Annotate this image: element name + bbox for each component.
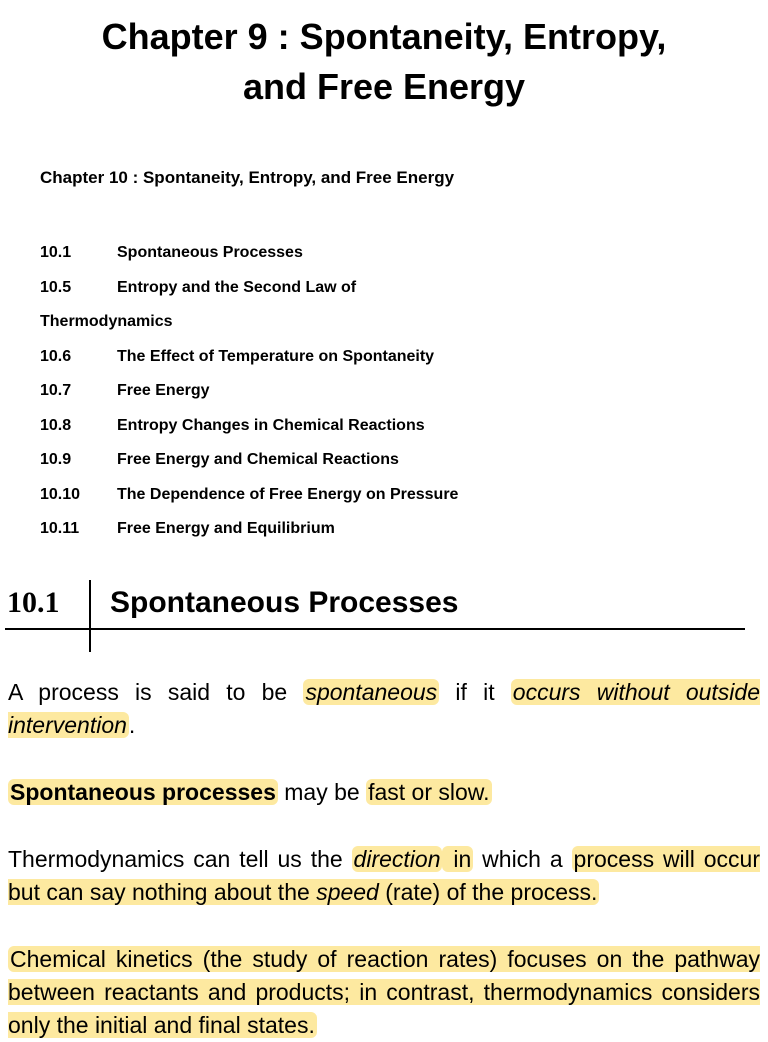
highlight-spontaneous-processes: Spontaneous processes (10, 779, 276, 805)
highlight-fast-or-slow: fast or slow. (368, 779, 490, 805)
toc-item-number: 10.7 (40, 382, 72, 400)
toc-item-number: 10.6 (40, 347, 72, 365)
toc-item-number: 10.9 (40, 451, 72, 469)
toc-item-number: 10.5 (40, 278, 72, 296)
toc-item-label: Free Energy and Equilibrium (117, 520, 335, 538)
page-title (0, 12, 768, 112)
paragraph-text: process will occur but can say nothing about the (8, 846, 761, 905)
paragraph-thermodynamics (8, 843, 760, 909)
toc-item (40, 340, 740, 375)
paragraph-definition (8, 676, 760, 742)
toc-item (40, 374, 740, 409)
toc-item-number: 10.10 (40, 485, 81, 503)
title-line-1: Chapter 9 : Spontaneity, Entropy, (101, 16, 667, 57)
paragraph-text: if it (439, 679, 511, 705)
paragraph-speed (8, 776, 760, 809)
paragraph-kinetics (8, 943, 760, 1042)
paragraph-text: may be (277, 779, 367, 805)
highlight-kinetics: Chemical kinetics (the study of reaction rates) focuses on the pathway between reactants and products; in contrast, thermodynamics considers only the initial and final states. (8, 946, 760, 1038)
toc-heading: Chapter 10 : Spontaneity, Entropy, and Free Energy (40, 168, 455, 187)
section-header (5, 578, 745, 654)
toc-item-label: Free Energy and Chemical Reactions (117, 451, 399, 469)
section-rule (5, 628, 745, 630)
toc-item-number: 10.1 (40, 244, 72, 262)
toc-item (40, 409, 740, 444)
paragraph-text: A process is said to be (8, 679, 304, 705)
toc-item (40, 271, 740, 306)
toc-item (40, 478, 740, 513)
paragraph-text: which a (473, 846, 572, 872)
paragraph-text: (rate) of the process. (378, 879, 598, 905)
section-title: Spontaneous Processes (110, 586, 459, 619)
toc-item-label: Spontaneous Processes (117, 244, 303, 262)
toc-item (40, 512, 740, 547)
toc-item-number: 10.8 (40, 416, 72, 434)
table-of-contents (40, 236, 740, 547)
paragraph-text: Thermodynamics can tell us the (8, 846, 352, 872)
toc-item-label: The Effect of Temperature on Spontaneity (117, 347, 435, 365)
section-number: 10.1 (7, 586, 60, 619)
toc-item (40, 236, 740, 271)
emphasis-speed: speed (316, 879, 379, 905)
toc-item-label: Free Energy (117, 382, 210, 400)
highlight-without-intervention: occurs without outside intervention (8, 679, 760, 738)
highlight-direction: direction (353, 846, 441, 872)
highlight-spontaneous: spontaneous (305, 679, 438, 705)
section-vertical-divider (89, 580, 91, 652)
toc-item-label: Entropy and the Second Law of (117, 278, 357, 296)
toc-item (40, 443, 740, 478)
paragraph-text: . (128, 712, 136, 738)
toc-item-label: Entropy Changes in Chemical Reactions (117, 416, 425, 434)
toc-item-continuation (40, 305, 740, 340)
toc-item-number: 10.11 (40, 520, 80, 538)
toc-item-label: The Dependence of Free Energy on Pressure (117, 485, 459, 503)
toc-item-label: Thermodynamics (40, 313, 173, 331)
highlight-in: in (444, 846, 472, 872)
title-line-2: and Free Energy (242, 66, 526, 107)
